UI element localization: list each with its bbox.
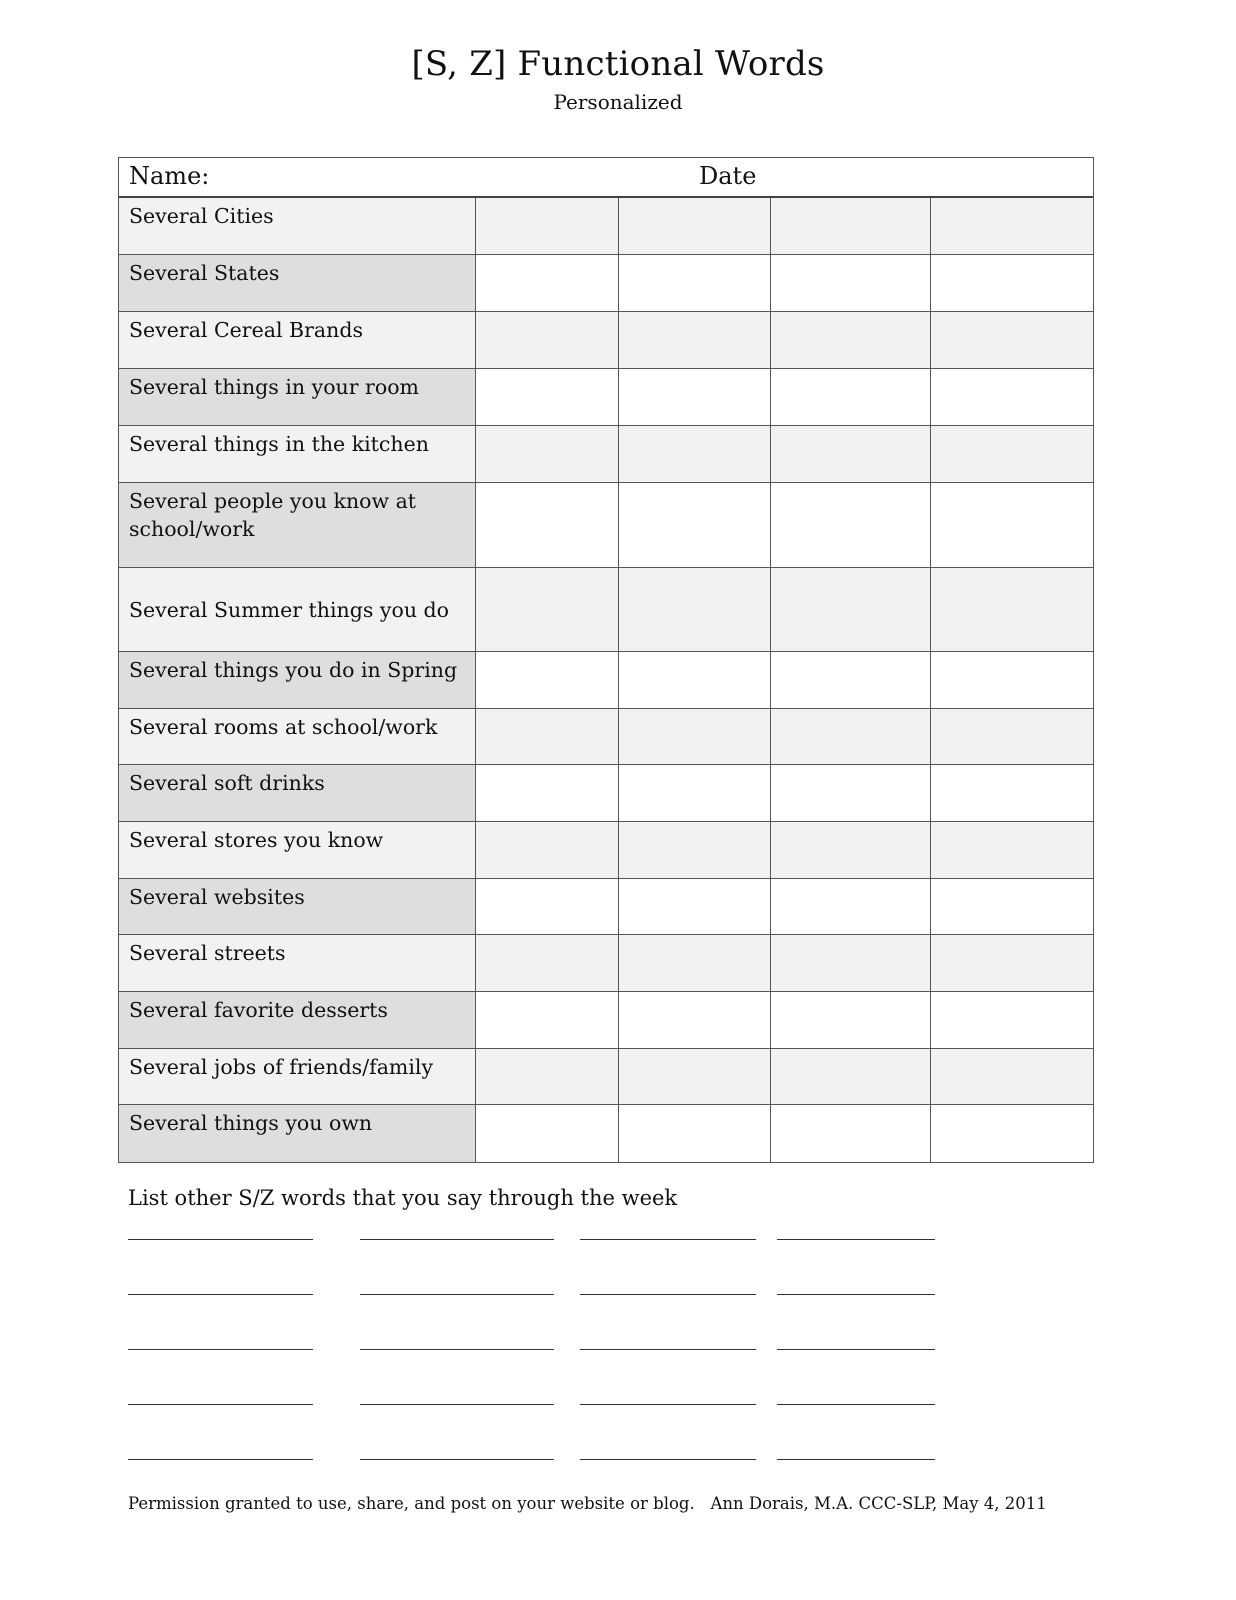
- row-label: Several Summer things you do: [119, 568, 476, 651]
- date-cell-2[interactable]: [619, 822, 771, 878]
- date-cell-1[interactable]: [476, 822, 619, 878]
- table-row: [119, 992, 1093, 1049]
- word-blank-line[interactable]: [580, 1349, 756, 1350]
- date-cell-1[interactable]: [476, 426, 619, 482]
- table-row: [119, 426, 1093, 483]
- date-cell-1[interactable]: [476, 879, 619, 934]
- row-label: Several streets: [119, 935, 476, 991]
- row-label: Several stores you know: [119, 822, 476, 878]
- page-title: [S, Z] Functional Words: [411, 44, 825, 84]
- table-row: [119, 765, 1093, 822]
- word-blank-line[interactable]: [128, 1349, 313, 1350]
- date-cell-3[interactable]: [771, 312, 931, 368]
- name-label: Name:: [129, 162, 210, 190]
- date-cell-3[interactable]: [771, 1105, 931, 1162]
- table-row: [119, 312, 1093, 369]
- word-blank-line[interactable]: [580, 1404, 756, 1405]
- word-blank-line[interactable]: [360, 1294, 554, 1295]
- date-cell-2[interactable]: [619, 765, 771, 821]
- table-row: [119, 822, 1093, 879]
- date-cell-3[interactable]: [771, 935, 931, 991]
- date-cell-3[interactable]: [771, 483, 931, 567]
- date-cell-1[interactable]: [476, 992, 619, 1048]
- table-row: [119, 568, 1093, 652]
- row-label: Several States: [119, 255, 476, 311]
- date-cell-2[interactable]: [619, 879, 771, 934]
- word-blank-line[interactable]: [580, 1294, 756, 1295]
- row-label: Several things you own: [119, 1105, 476, 1162]
- table-row: [119, 255, 1093, 312]
- date-cell-4[interactable]: [931, 822, 1093, 878]
- date-cell-4[interactable]: [931, 255, 1093, 311]
- date-cell-4[interactable]: [931, 992, 1093, 1048]
- date-cell-2[interactable]: [619, 652, 771, 708]
- date-cell-1[interactable]: [476, 935, 619, 991]
- word-blank-line[interactable]: [128, 1459, 313, 1460]
- word-list-heading: List other S/Z words that you say through the week: [128, 1186, 678, 1210]
- date-cell-1[interactable]: [476, 255, 619, 311]
- date-cell-4[interactable]: [931, 483, 1093, 567]
- date-cell-2[interactable]: [619, 312, 771, 368]
- word-blank-line[interactable]: [777, 1404, 935, 1405]
- word-blank-line[interactable]: [360, 1404, 554, 1405]
- table-row: [119, 1105, 1093, 1162]
- date-cell-4[interactable]: [931, 879, 1093, 934]
- date-cell-2[interactable]: [619, 709, 771, 764]
- date-cell-3[interactable]: [771, 822, 931, 878]
- word-blank-line[interactable]: [360, 1239, 554, 1240]
- row-label: Several jobs of friends/family: [119, 1049, 476, 1104]
- word-blank-line[interactable]: [128, 1404, 313, 1405]
- date-cell-4[interactable]: [931, 1049, 1093, 1104]
- date-cell-4[interactable]: [931, 652, 1093, 708]
- date-cell-2[interactable]: [619, 1049, 771, 1104]
- table-header-row: [119, 158, 1093, 198]
- date-cell-3[interactable]: [771, 426, 931, 482]
- date-cell-3[interactable]: [771, 992, 931, 1048]
- date-cell-3[interactable]: [771, 652, 931, 708]
- date-cell-4[interactable]: [931, 198, 1093, 254]
- row-label: Several favorite desserts: [119, 992, 476, 1048]
- date-cell-1[interactable]: [476, 709, 619, 764]
- date-cell-1[interactable]: [476, 652, 619, 708]
- word-blank-line[interactable]: [777, 1459, 935, 1460]
- word-blank-line[interactable]: [580, 1459, 756, 1460]
- row-label: Several soft drinks: [119, 765, 476, 821]
- row-label: Several things in the kitchen: [119, 426, 476, 482]
- table-body: [119, 198, 1093, 1162]
- date-cell-3[interactable]: [771, 568, 931, 651]
- date-label: Date: [699, 162, 757, 190]
- word-blank-line[interactable]: [777, 1294, 935, 1295]
- date-cell-1[interactable]: [476, 568, 619, 651]
- date-cell-4[interactable]: [931, 369, 1093, 425]
- date-cell-4[interactable]: [931, 935, 1093, 991]
- date-cell-4[interactable]: [931, 1105, 1093, 1162]
- word-blank-line[interactable]: [580, 1239, 756, 1240]
- date-cell-3[interactable]: [771, 369, 931, 425]
- date-cell-1[interactable]: [476, 1049, 619, 1104]
- date-cell-2[interactable]: [619, 568, 771, 651]
- date-cell-3[interactable]: [771, 765, 931, 821]
- date-cell-4[interactable]: [931, 426, 1093, 482]
- table-row: [119, 1049, 1093, 1105]
- table-row: [119, 709, 1093, 765]
- table-row: [119, 369, 1093, 426]
- word-blank-line[interactable]: [777, 1349, 935, 1350]
- row-label: Several rooms at school/work: [119, 709, 476, 764]
- date-cell-2[interactable]: [619, 198, 771, 254]
- row-label: Several Cities: [119, 198, 476, 254]
- date-cell-2[interactable]: [619, 1105, 771, 1162]
- date-cell-4[interactable]: [931, 709, 1093, 764]
- date-cell-1[interactable]: [476, 483, 619, 567]
- date-cell-1[interactable]: [476, 369, 619, 425]
- date-cell-1[interactable]: [476, 765, 619, 821]
- page-subtitle: Personalized: [553, 90, 683, 114]
- date-cell-2[interactable]: [619, 369, 771, 425]
- date-cell-1[interactable]: [476, 1105, 619, 1162]
- permission-footer: Permission granted to use, share, and post on your website or blog. Ann Dorais, M.A. CCC-SLP, May 4, 2011: [128, 1494, 1047, 1513]
- table-row: [119, 879, 1093, 935]
- date-cell-4[interactable]: [931, 765, 1093, 821]
- word-blank-line[interactable]: [777, 1239, 935, 1240]
- table-row: [119, 198, 1093, 255]
- word-blank-line[interactable]: [360, 1349, 554, 1350]
- date-cell-2[interactable]: [619, 935, 771, 991]
- worksheet-table: [118, 157, 1094, 1163]
- date-cell-4[interactable]: [931, 568, 1093, 651]
- date-cell-1[interactable]: [476, 312, 619, 368]
- row-label: Several Cereal Brands: [119, 312, 476, 368]
- date-cell-3[interactable]: [771, 879, 931, 934]
- row-label: Several things in your room: [119, 369, 476, 425]
- table-row: [119, 935, 1093, 992]
- date-cell-2[interactable]: [619, 426, 771, 482]
- date-cell-2[interactable]: [619, 255, 771, 311]
- row-label: Several things you do in Spring: [119, 652, 476, 708]
- table-row: [119, 652, 1093, 709]
- date-cell-1[interactable]: [476, 198, 619, 254]
- date-cell-3[interactable]: [771, 255, 931, 311]
- date-cell-4[interactable]: [931, 312, 1093, 368]
- word-blank-line[interactable]: [128, 1239, 313, 1240]
- word-blank-line[interactable]: [128, 1294, 313, 1295]
- row-label: Several websites: [119, 879, 476, 934]
- table-row: [119, 483, 1093, 568]
- word-blank-line[interactable]: [360, 1459, 554, 1460]
- date-cell-3[interactable]: [771, 709, 931, 764]
- row-label: Several people you know at school/work: [119, 483, 476, 567]
- date-cell-3[interactable]: [771, 198, 931, 254]
- date-cell-2[interactable]: [619, 992, 771, 1048]
- date-cell-3[interactable]: [771, 1049, 931, 1104]
- date-cell-2[interactable]: [619, 483, 771, 567]
